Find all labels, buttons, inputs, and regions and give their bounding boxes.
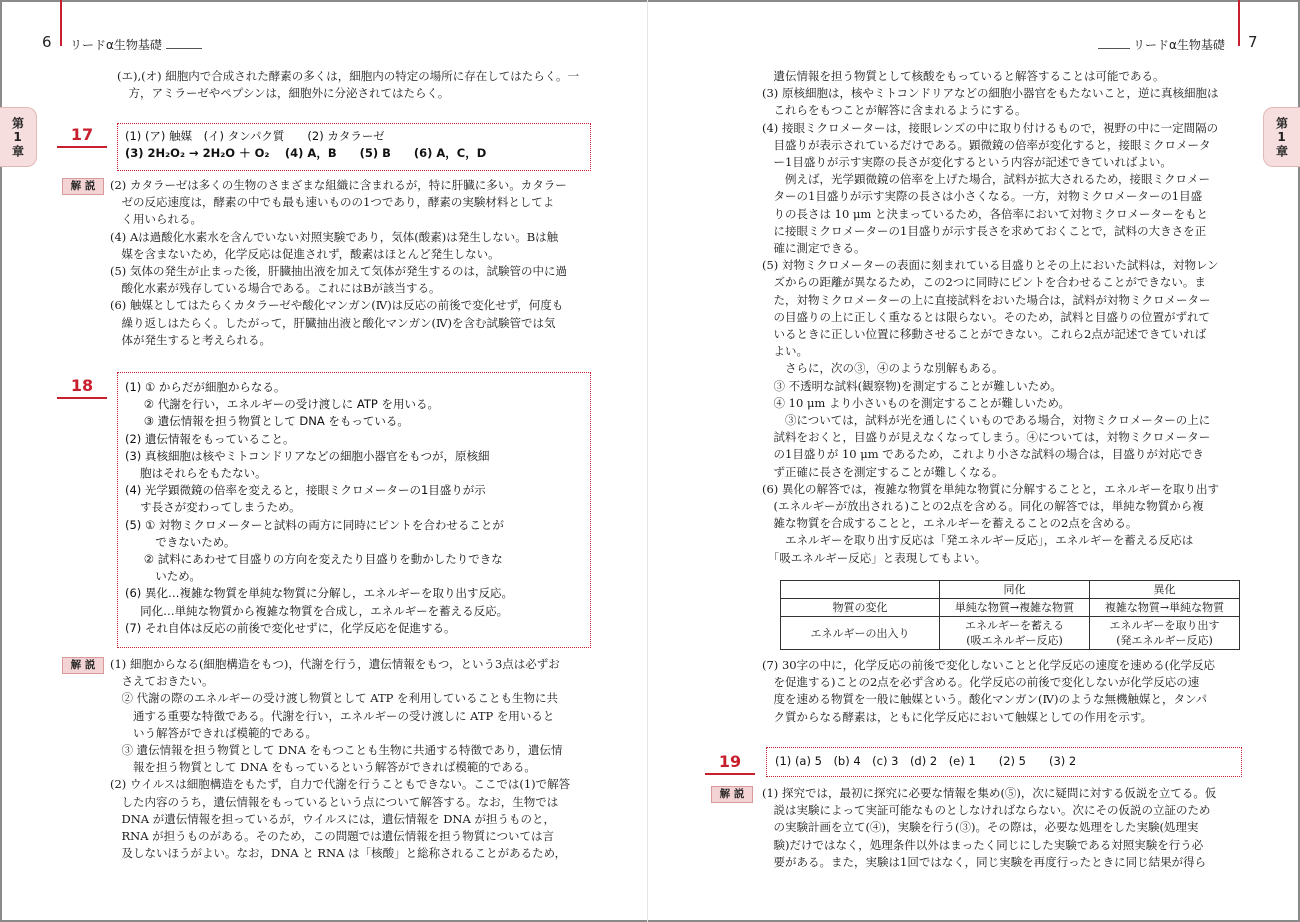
explanation-17 [110,177,567,349]
running-head-left: リードα生物基礎 [70,38,162,52]
table-row [781,599,1240,617]
answer-line: (3) 2H₂O₂ → 2H₂O ＋ O₂ (4) A，B (5) B (6) A，C，D [125,146,487,161]
table-cell: 物質の変化 [781,599,940,617]
text-line: ー1目盛りが示す実際の長さが変化するという内容が記述できていればよい。 [762,155,1172,170]
text-line: 説は実験によって実証可能なものとしなければならない。次にその仮説の立証のため [762,803,1211,818]
table-cell: 単純な物質→複雑な物質 [940,599,1090,617]
text-line: ズからの距離が異なるため，この2つに同時にピントを合わせることができない。ま [762,275,1206,290]
text-line: ③ 遺伝情報を担う物質として DNA をもつことも生物に共通する特徴であり，遺伝情 [110,743,563,758]
answer-line: ② 代謝を行い，エネルギーの受け渡しに ATP を用いる。 [125,397,440,412]
text-line: 及しないほうがよい。なお，DNA と RNA は「核酸」と総称されることがあるため， [110,846,567,861]
table-header-cell [781,581,940,599]
text-line: (1) 細胞からなる(細胞構造をもつ)，代謝を行う，遺伝情報をもつ，という3点は必ずお [110,657,560,671]
answer-line: 同化…単純な物質から複雑な物質を合成し，エネルギーを蓄える反応。 [125,603,509,618]
text-line: (3) 原核細胞は，核やミトコンドリアなどの細胞小器官をもたないこと，逆に真核細胞は [762,86,1219,101]
answer-line: (4) 光学顕微鏡の倍率を変えると，接眼ミクロメーターの1目盛りが示 [125,483,486,498]
answer-line: (5) ① 対物ミクロメーターと試料の両方に同時にピントを合わせることが [125,517,504,532]
kaisetsu-label-17: 解 説 [62,178,104,195]
text-line: ず正確に長さを測定することが難しくなる。 [762,464,1004,479]
page-number-right: 7 [1248,33,1258,51]
text-line: 通する重要な特徴である。代謝を行い，エネルギーの受け渡しに ATP を用いると [110,708,555,723]
text-line: (6) 異化の解答では，複雑な物質を単純な物質に分解することと，エネルギーを取り出す [762,481,1219,496]
text-line: く用いられる。 [110,212,202,227]
text-line: ク質からなる酵素は，ともに化学反応において触媒としての作用を示す。 [762,709,1153,724]
text-line: を促進する)ことの2点を必ず含める。化学反応の前後で変化しないが化学反応の速 [762,675,1200,690]
text-line: (エ),(オ) 細胞内で合成された酵素の多くは，細胞内の特定の場所に存在してはたらく。一 [117,69,580,83]
page-number-left: 6 [42,33,52,51]
answer-18 [125,379,513,637]
text-line: さらに，次の③，④のような別解もある。 [762,361,1004,376]
answer-line: できないため。 [125,534,236,549]
chapter-tab-left: 第1章 [0,107,37,167]
answer-line: ② 試料にあわせて目盛りの方向を変えたり目盛りを動かしたりできな [125,552,503,567]
text-line: RNA が担うものがある。そのため，この問題では遺伝情報を担う物質については言 [110,829,554,844]
running-head-right: リードα生物基礎 [1133,38,1225,52]
running-head-rule-left [166,48,202,49]
text-line: の1目盛りが 10 μm であるため，これより小さな試料の場合は，目盛りが対応でき [762,447,1204,462]
table-header-cell: 異化 [1090,581,1240,599]
text-line: (4) 接眼ミクロメーターは，接眼レンズの中に取り付けるもので，視野の中に一定間隔の [762,120,1219,135]
text-line: (1) 探究では，最初に探究に必要な情報を集め(⑤)，次に疑問に対する仮説を立てる。仮 [762,786,1217,800]
explanation-18-continued [762,68,1219,567]
question-number-17: 17 [57,125,107,148]
question-number-18: 18 [57,376,107,399]
answer-line: いため。 [125,569,201,584]
text-line: これらをもつことが解答に含まれるようにする。 [762,103,1027,118]
running-head-rule-right [1098,48,1130,49]
text-line: の実験計画を立て(④)，実験を行う(③)。その際は，必要な処理をした実験(処理実 [762,820,1199,835]
answer-line: (3) 真核細胞は核やミトコンドリアなどの細胞小器官をもつが，原核細 [125,448,490,463]
answer-line: す長さが変わってしまうため。 [125,500,301,515]
text-line: いるときに正しい位置に移動させることができない。これら2点が記述できていれば [762,327,1207,342]
text-line: (5) 対物ミクロメーターの表面に刻まれている目盛りとその上においた試料は，対物レン [762,258,1219,273]
text-line: (2) カタラーゼは多くの生物のさまざまな組織に含まれるが，特に肝臓に多い。カタラー [110,178,567,192]
page-edge-mark-left [60,0,62,46]
answer-line: (6) 異化…複雑な物質を単純な物質に分解し，エネルギーを取り出す反応。 [125,586,513,601]
answer-17 [125,128,486,162]
text-line: 目盛りが表示されているだけである。顕微鏡の倍率が変化すると，接眼ミクロメータ [762,137,1211,152]
page-edge-mark-right [1238,0,1240,46]
text-line: 体が発生すると考えられる。 [110,332,271,347]
answer-line: (1) ① からだが細胞からなる。 [125,380,286,394]
text-line: ターの1目盛りが示す実際の長さは小さくなる。一方，対物ミクロメーターの1目盛 [762,189,1203,204]
text-line: 繰り返しはたらく。したがって，肝臓抽出液と酸化マンガン(Ⅳ)を含む試験管では気 [110,315,556,330]
intro-paragraph [117,68,579,102]
text-line: た，対物ミクロメーターの上に直接試料をおいた場合は，試料が対物ミクロメーター [762,292,1211,307]
text-line: (4) Aは過酸化水素水を含んでいない対照実験であり，気体(酸素)は発生しない。Bは触 [110,229,559,244]
answer-19 [775,753,1076,770]
text-line: さえておきたい。 [110,674,214,689]
answer-line: (7) それ自体は反応の前後で変化せずに，化学反応を促進する。 [125,620,456,635]
text-line: 雑な物質を合成することと，エネルギーを蓄えることの2点を含める。 [762,516,1138,531]
answer-line: (2) 遺伝情報をもっていること。 [125,431,295,446]
text-line: 確に測定できる。 [762,241,866,256]
table-cell: エネルギーの出入り [781,617,940,650]
table-cell: 複雑な物質→単純な物質 [1090,599,1240,617]
text-line: 試料をおくと，目盛りが見えなくなってしまう。④については，対物ミクロメーター [762,430,1211,445]
text-line: 媒を含まないため，化学反応は促進されず，酸素はほとんど発生しない。 [110,246,500,261]
answer-line: ③ 遺伝情報を担う物質として DNA をもっている。 [125,414,409,429]
kaisetsu-label-18: 解 説 [62,657,104,674]
table-header-row [781,581,1240,599]
chapter-tab-right: 第1章 [1263,107,1300,167]
text-line: に接眼ミクロメーターの1目盛りが示す長さを求めておくことで，試料の大きさを正 [762,223,1207,238]
answer-line: (1) (ア) 触媒 (イ) タンパク質 (2) カタラーゼ [125,129,385,143]
text-line: 要がある。また，実験は1回ではなく，同じ実験を再度行ったときに同じ結果が得ら [762,854,1207,869]
text-line: DNA が遺伝情報を担っているが，ウイルスには，遺伝情報を DNA が担うものと， [110,811,555,826]
text-line: 験)だけではなく，処理条件以外はまったく同じにした実験である対照実験を行う必 [762,837,1204,852]
explanation-18-item7 [762,657,1215,726]
anabolism-catabolism-table [780,580,1240,650]
answer-line: (1) (a) 5 (b) 4 (c) 3 (d) 2 (e) 1 (2) 5 (3) 2 [775,754,1077,768]
text-line: (エネルギーが放出される)ことの2点を含める。同化の解答では，単純な物質から複 [762,499,1204,514]
text-line: 報を担う物質として DNA をもっているという解答ができれば模範的である。 [110,760,536,775]
kaisetsu-label-19: 解 説 [711,786,753,803]
text-line: した内容のうち，遺伝情報をもっているという点について解答する。なお，生物では [110,794,559,809]
text-line: (6) 触媒としてはたらくカタラーゼや酸化マンガン(Ⅳ)は反応の前後で変化せず，何度も [110,298,564,313]
answer-line: 胞はそれらをもたない。 [125,466,267,481]
explanation-18 [110,656,570,862]
table-row [781,617,1240,650]
text-line: ゼの反応速度は，酵素の中でも最も速いものの1つであり，酵素の実験材料としてよ [110,195,555,210]
text-line: よい。 [762,344,808,359]
text-line: ③については，試料が光を通しにくいものである場合，対物ミクロメーターの上に [762,413,1211,428]
table-cell: エネルギーを取り出す (発エネルギー反応) [1090,617,1240,650]
text-line: 例えば，光学顕微鏡の倍率を上げた場合，試料が拡大されるため，接眼ミクロメー [762,172,1211,187]
question-number-19: 19 [705,752,755,775]
text-line: 「吸エネルギー反応」と表現してもよい。 [762,550,987,565]
book-spine [647,0,648,922]
text-line: (7) 30字の中に，化学反応の前後で変化しないことと化学反応の速度を速める(化学反応 [762,658,1216,672]
text-line: りの長さは 10 μm と決まっているため，各倍率において対物ミクロメーターをもと [762,206,1209,221]
text-line: ② 代謝の際のエネルギーの受け渡し物質として ATP を利用していることも生物に共 [110,691,559,706]
table-header-cell: 同化 [940,581,1090,599]
text-line: ③ 不透明な試料(観察物)を測定することが難しいため。 [762,378,1062,393]
text-line: ④ 10 μm より小さいものを測定することが難しいため。 [762,395,1071,410]
text-line: いう解答ができれば模範的である。 [110,725,317,740]
text-line: 度を速める物質を一般に触媒という。酸化マンガン(Ⅳ)のような無機触媒と，タンパ [762,692,1208,707]
explanation-19 [762,785,1216,871]
text-line: (2) ウイルスは細胞構造をもたず，自力で代謝を行うこともできない。ここでは(1)で解答 [110,777,571,792]
text-line: 酸化水素が残存している場合である。これにはBが該当する。 [110,281,441,296]
text-line: 方，アミラーゼやペプシンは，細胞外に分泌されてはたらく。 [117,86,450,101]
text-line: 遺伝情報を担う物質として核酸をもっていると解答することは可能である。 [762,69,1165,83]
text-line: (5) 気体の発生が止まった後，肝臓抽出液を加えて気体が発生するのは，試験管の中に過 [110,264,567,279]
text-line: エネルギーを取り出す反応は「発エネルギー反応」，エネルギーを蓄える反応は [762,533,1194,548]
text-line: の目盛りの上に正しく重なるとは限らない。そのため，試料と目盛りの位置がずれて [762,309,1211,324]
table-cell: エネルギーを蓄える (吸エネルギー反応) [940,617,1090,650]
